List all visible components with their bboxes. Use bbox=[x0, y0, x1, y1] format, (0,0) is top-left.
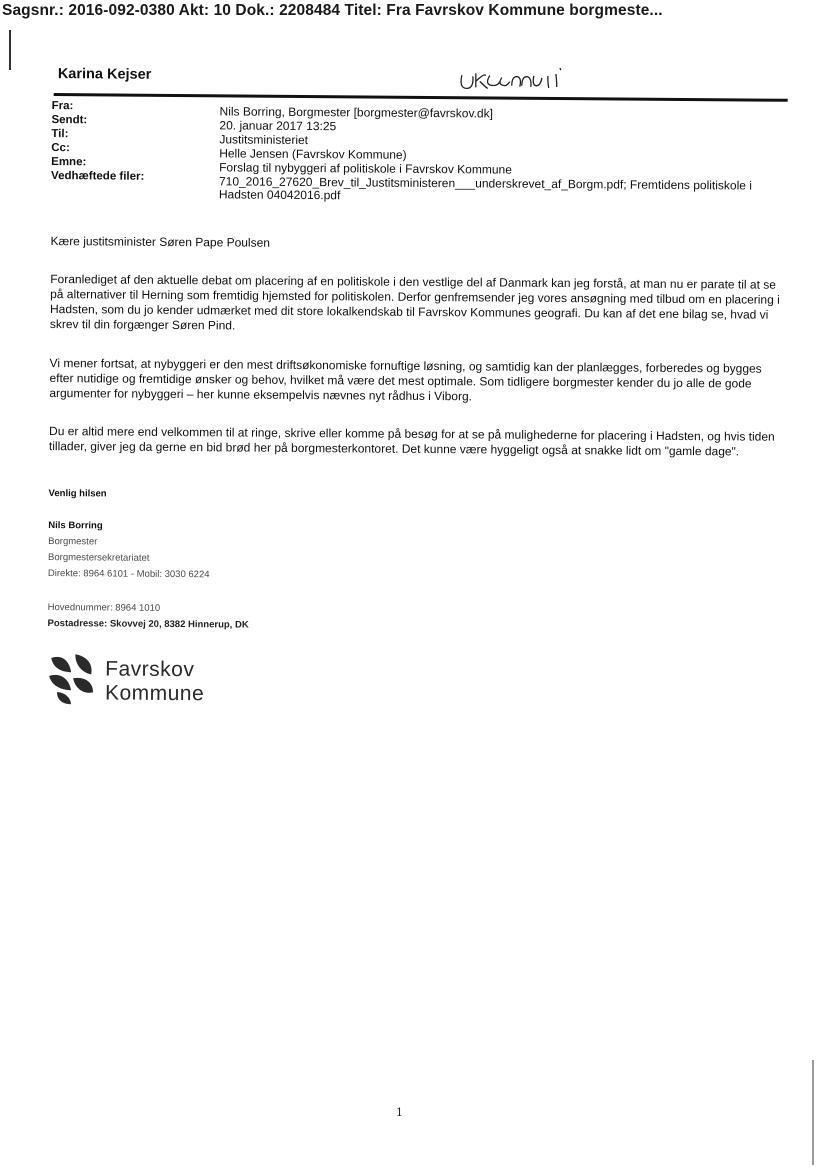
scan-edge-mark-right bbox=[812, 1060, 814, 1165]
scan-edge-mark bbox=[9, 30, 11, 70]
case-header: Sagsnr.: 2016-092-0380 Akt: 10 Dok.: 2208484 Titel: Fra Favrskov Kommune borgmeste... bbox=[2, 2, 663, 19]
salutation: Kære justitsminister Søren Pape Poulsen bbox=[50, 234, 271, 250]
header-divider bbox=[54, 93, 788, 101]
favrskov-logo bbox=[47, 652, 267, 710]
body-paragraph-3: Du er altid mere end velkommen til at ringe, skrive eller komme på besøg for at se på mulighederne for placering i Hadsten, og hvis tiden tillader, giver jeg da gerne en bid brød her på borgmesterkontoret. Det kunne være hyggeligt også at snakke lidt om "gamle dage". bbox=[48, 424, 775, 459]
header-label-attachments: Vedhæftede filer: bbox=[51, 170, 145, 183]
mailbox-owner-name: Karina Kejser bbox=[57, 66, 152, 83]
signature-department: Borgmestersekretariatet bbox=[48, 552, 150, 564]
handwritten-note-ukendt bbox=[456, 61, 576, 98]
header-label-cc: Cc: bbox=[51, 142, 70, 155]
header-value-subject: Forslag til nybyggeri af politiskole i Favrskov Kommune bbox=[219, 160, 512, 177]
signature-main-number: Hovednummer: 8964 1010 bbox=[47, 602, 161, 614]
header-value-cc: Helle Jensen (Favrskov Kommune) bbox=[219, 146, 407, 162]
signature-postal-address: Postadresse: Skovvej 20, 8382 Hinnerup, DK bbox=[47, 618, 249, 631]
header-value-to: Justitsministeriet bbox=[219, 132, 309, 148]
header-label-sent: Sendt: bbox=[51, 114, 88, 127]
header-label-subject: Emne: bbox=[51, 156, 87, 169]
header-value-from: Nils Borring, Borgmester [borgmester@favrskov.dk] bbox=[219, 104, 493, 121]
logo-text-kommune: Kommune bbox=[104, 681, 205, 706]
signature-title: Borgmester bbox=[48, 536, 98, 548]
header-label-from: Fra: bbox=[51, 100, 74, 113]
closing: Venlig hilsen bbox=[48, 488, 107, 500]
body-paragraph-2: Vi mener fortsat, at nybyggeri er den mest driftsøkonomiske fornuftige løsning, og samtidig kan der planlægges, forberedes og bygges efter nutidige og fremtidige ønsker og behov, hvilket må være det mest optimale. Som tidligere borgmester kender du jo alle de gode argumenter for nybyggeri – her kunne eksempelvis nævnes nyt rådhus i Viborg. bbox=[49, 356, 762, 404]
email-printout bbox=[47, 56, 792, 706]
body-paragraph-1: Foranlediget af den aktuelle debat om placering af en politiskole i den vestlige del af Danmark kan jeg forstå, at man nu er parate til at se på alternativer til Herning som fremtidig hjemsted for politiskolen. Derfor genfremsender jeg vores ansøgning med tilbud om en placering i Hadsten, som du jo kender udmærket med dit store lokalkendskab til Favrskov Kommunes geografi. Du kan af det ene bilag se, hvad vi skrev til din forgænger Søren Pind. bbox=[49, 272, 780, 333]
header-value-attachments: 710_2016_27620_Brev_til_Justitsministeren___underskrevet_af_Borgm.pdf; Fremtidens politiskole i Hadsten 04042016.pdf bbox=[218, 174, 753, 203]
signature-direct-phone: Direkte: 8964 6101 - Mobil: 3030 6224 bbox=[47, 568, 210, 581]
favrskov-leaf-logo-icon bbox=[47, 652, 97, 706]
page-number: 1 bbox=[396, 1106, 403, 1119]
header-value-sent: 20. januar 2017 13:25 bbox=[219, 118, 337, 134]
header-label-to: Til: bbox=[51, 128, 69, 141]
logo-text-favrskov: Favrskov bbox=[105, 657, 195, 682]
signature-name: Nils Borring bbox=[48, 520, 103, 532]
